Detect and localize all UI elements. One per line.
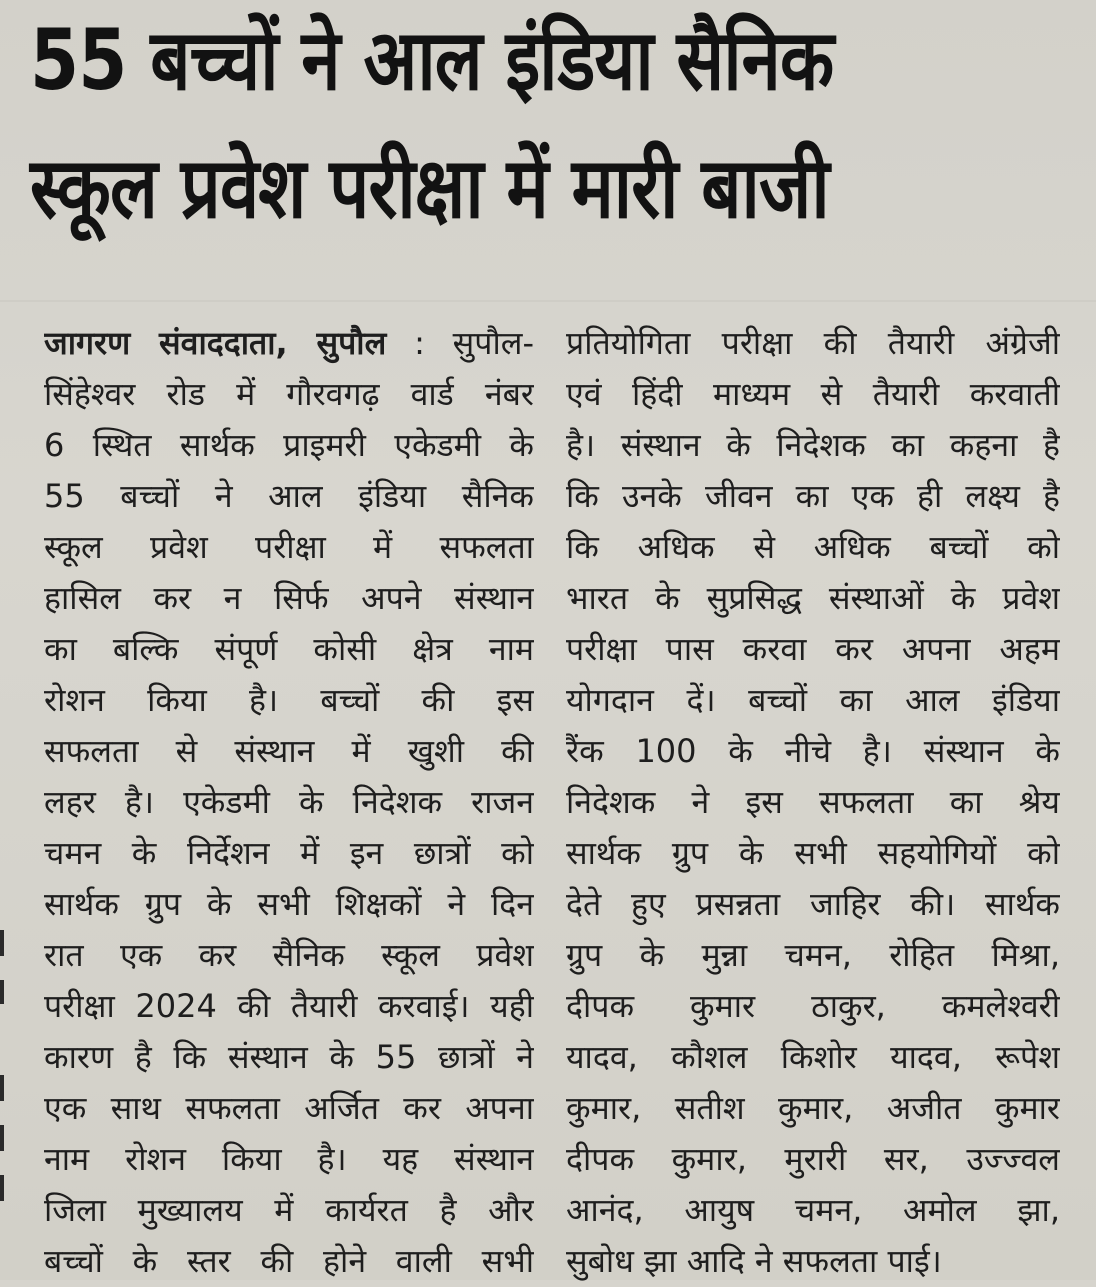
edge-mark (0, 930, 4, 956)
article-line: सिंहेश्वर रोड में गौरवगढ़ वार्ड नंबर (44, 375, 534, 413)
article-line: आनंद, आयुष चमन, अमोल झा, (566, 1191, 1060, 1229)
article-line: एक साथ सफलता अर्जित कर अपना (44, 1089, 534, 1127)
article-line: है। संस्थान के निदेशक का कहना है (566, 426, 1060, 464)
article-line: नाम रोशन किया है। यह संस्थान (44, 1140, 534, 1178)
article-line: कुमार, सतीश कुमार, अजीत कुमार (566, 1089, 1060, 1127)
byline: जागरण संवाददाता, सुपौल (44, 324, 387, 362)
edge-mark (0, 1175, 4, 1201)
article-line: का बल्कि संपूर्ण कोसी क्षेत्र नाम (44, 630, 534, 668)
article-column-left (44, 318, 534, 1287)
article-line: सार्थक ग्रुप के सभी सहयोगियों को (566, 834, 1060, 872)
article-line: सुबोध झा आदि ने सफलता पाई। (566, 1242, 942, 1280)
article-line: स्कूल प्रवेश परीक्षा में सफलता (44, 528, 534, 566)
article-line: 6 स्थित सार्थक प्राइमरी एकेडमी के (44, 426, 534, 464)
article-line: दीपक कुमार ठाकुर, कमलेश्वरी (566, 987, 1060, 1025)
article-line: रोशन किया है। बच्चों की इस (44, 681, 534, 719)
article-line: रात एक कर सैनिक स्कूल प्रवेश (44, 936, 534, 974)
article-line: यादव, कौशल किशोर यादव, रूपेश (566, 1038, 1060, 1076)
article-line: ग्रुप के मुन्ना चमन, रोहित मिश्रा, (566, 936, 1060, 974)
article-line: हासिल कर न सिर्फ अपने संस्थान (44, 579, 534, 617)
edge-mark (0, 1075, 4, 1101)
edge-mark (0, 980, 4, 1004)
article-line: भारत के सुप्रसिद्ध संस्थाओं के प्रवेश (566, 579, 1060, 617)
article-line: प्रतियोगिता परीक्षा की तैयारी अंग्रेजी (566, 324, 1060, 362)
byline-row (44, 318, 534, 369)
article-line: लहर है। एकेडमी के निदेशक राजन (44, 783, 534, 821)
article-line: कि उनके जीवन का एक ही लक्ष्य है (566, 477, 1060, 515)
paper-crease (0, 300, 1096, 302)
article-line: चमन के निर्देशन में इन छात्रों को (44, 834, 534, 872)
article-line: सार्थक ग्रुप के सभी शिक्षकों ने दिन (44, 885, 534, 923)
article-line: परीक्षा 2024 की तैयारी करवाई। यही (44, 987, 534, 1025)
headline-line-2: स्कूल प्रवेश परीक्षा में मारी बाजी (30, 139, 829, 237)
headline-line-1: 55 बच्चों ने आल इंडिया सैनिक (30, 11, 834, 109)
article-line: कि अधिक से अधिक बच्चों को (566, 528, 1060, 566)
article-line: बच्चों के स्तर की होने वाली सभी (44, 1242, 534, 1280)
article-line: एवं हिंदी माध्यम से तैयारी करवाती (566, 375, 1060, 413)
article-line: सफलता से संस्थान में खुशी की (44, 732, 534, 770)
article-line: निदेशक ने इस सफलता का श्रेय (566, 783, 1060, 821)
edge-mark (0, 1125, 4, 1151)
article-line: देते हुए प्रसन्नता जाहिर की। सार्थक (566, 885, 1060, 923)
article-line: 55 बच्चों ने आल इंडिया सैनिक (44, 477, 534, 515)
article-line: योगदान दें। बच्चों का आल इंडिया (566, 681, 1060, 719)
dateline-rest: : सुपौल- (386, 324, 534, 362)
article-line: दीपक कुमार, मुरारी सर, उज्ज्वल (566, 1140, 1060, 1178)
article-column-right (566, 318, 1060, 1287)
article-line: रैंक 100 के नीचे है। संस्थान के (566, 732, 1060, 770)
article-line: कारण है कि संस्थान के 55 छात्रों ने (44, 1038, 534, 1076)
article-line: जिला मुख्यालय में कार्यरत है और (44, 1191, 534, 1229)
article-line: परीक्षा पास करवा कर अपना अहम (566, 630, 1060, 668)
